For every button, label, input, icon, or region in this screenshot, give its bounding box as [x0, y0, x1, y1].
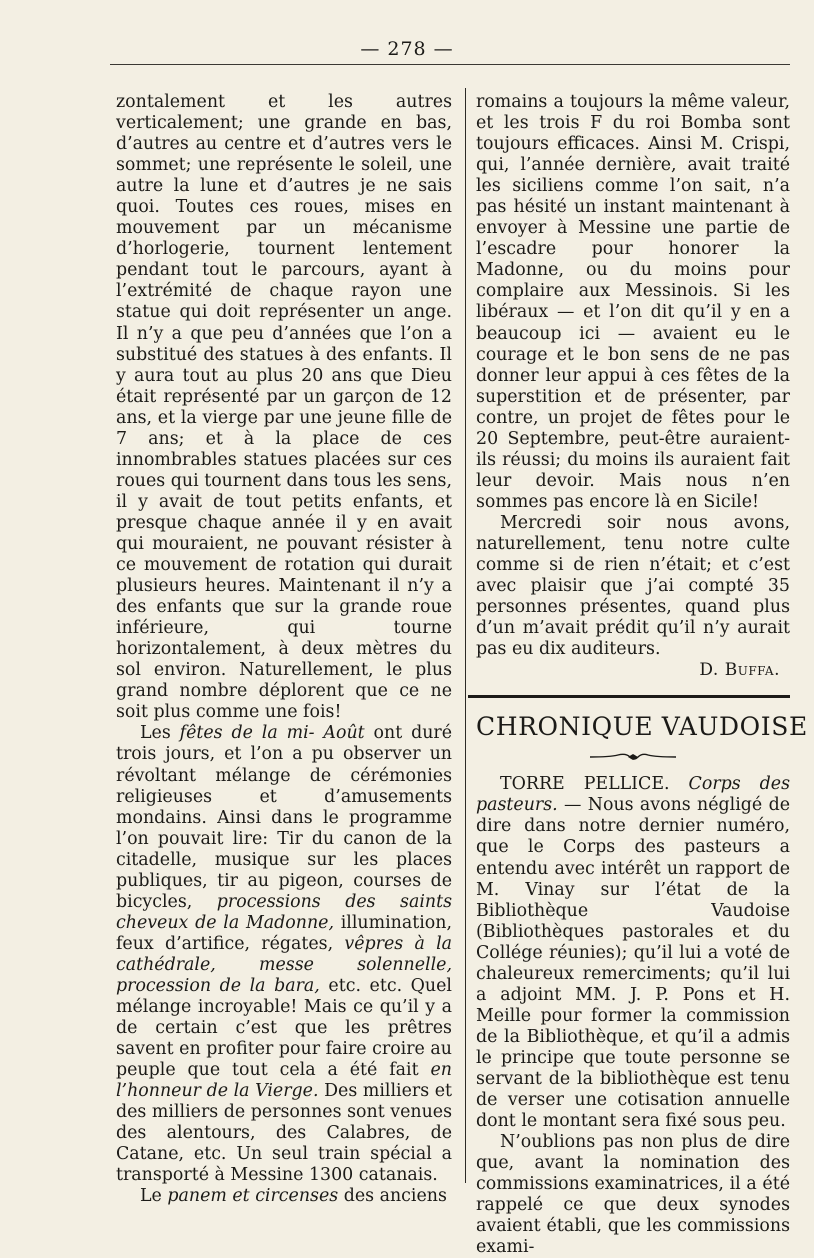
- text-run: illumination, feux d’artifice, régates,: [116, 912, 452, 954]
- ornament-flourish-icon: [588, 752, 678, 762]
- section-heading: CHRONIQUE VAUDOISE: [476, 712, 808, 742]
- paragraph: [476, 1132, 790, 1258]
- article-signature: [476, 660, 790, 681]
- right-column-article: [476, 92, 790, 660]
- italic-text: processions des saints cheveux de la Madonne,: [116, 891, 452, 933]
- italic-text: Corps des pasteurs.: [476, 774, 790, 816]
- column-divider: [465, 88, 466, 1183]
- paragraph: [476, 513, 790, 660]
- header-rule: [110, 64, 790, 65]
- text-run: des anciens: [338, 1186, 447, 1207]
- paragraph: [476, 92, 790, 513]
- text-run: Le: [140, 1186, 168, 1207]
- text-run: ont duré trois jours, et l’on a pu observer un révoltant mélange de cérémonies religieuses et d’amusements mondains. Ainsi dans le programme l’on pouvait lire: Tir du canon de la citadelle, musique sur les places publiques, tir au pigeon, courses de bicycles,: [116, 723, 453, 912]
- text-run: zontalement et les autres verticalement; une grande en bas, d’autres au centre et d’autres vers le sommet; une représente le soleil, une autre la lune et d’autres je ne sais quoi. Toutes ces roues, mises en mouvement par un mécanisme d’horlogerie, tournent lentement pendant tout le parcours, ayant à l’extrémité de chaque rayon une statue qui doit représenter un ange. Il n’y a que peu d’années que l’on a substitué des statues à des enfants. Il y aura tout au plus 20 ans que Dieu était représenté par un garçon de 12 ans, et la vierge par une jeune fille de 7 ans; et à la place de ces innombrables statues placées sur ces roues qui tournent dans tous les sens, il y avait de tout petits enfants, et presque chaque année il y en avait qui mouraient, ne pouvant résister à ce mouvement de rotation qui durait plusieurs heures. Maintenant il n’y a des enfants que sur la grande roue inférieure, qui tourne horizontalement, à deux mètres du sol environ. Naturellement, le plus grand nombre déplorent que ce ne soit plus comme une fois!: [116, 92, 452, 723]
- signature-text: D. Buffa.: [699, 660, 780, 681]
- paragraph: [116, 1186, 452, 1207]
- text-run: — Nous avons négligé de dire dans notre dernier numéro, que le Corps des pasteurs a entendu avec intérêt un rapport de M. Vinay sur l’état de la Bibliothèque Vaudoise (Bibliothèques pastorales et du Collége réunies); qu’il lui a voté de chaleureux remerciments; qu’il lui a adjoint MM. J. P. Pons et H. Meille pour former la commission de la Bibliothèque, et qu’il a admis le principe que toute personne se servant de la bibliothèque est tenu de verser une cotisation annuelle dont le montant sera fixé sous peu.: [476, 795, 790, 1132]
- italic-text: panem et circenses: [167, 1186, 339, 1207]
- italic-text: en l’honneur de la Vierge.: [116, 1060, 452, 1102]
- right-column: [476, 92, 808, 1258]
- italic-text: vêpres à la cathédrale, messe solennelle, procession de la bara,: [116, 933, 452, 996]
- italic-text: fêtes de la mi- Août: [179, 723, 365, 744]
- text-run: etc. etc. Quel mélange incroyable! Mais ce qu’il y a de certain c’est que les prêtres savent en profiter pour faire croire au peuple que tout cela a été fait: [116, 975, 452, 1081]
- page-number: — 278 —: [360, 38, 454, 60]
- text-run: Les: [140, 723, 180, 744]
- text-run: romains a toujours la même valeur, et les trois F du roi Bomba sont toujours efficaces. Ainsi M. Crispi, qui, l’année dernière, avait traité les siciliens comme l’on sait, n’a pas hésité un instant maintenant à envoyer à Messine une partie de l’escadre pour honorer la Madonne, ou du moins pour complaire aux Messinois. Si les libéraux — et l’on dit qu’il y en a beaucoup ici — avaient eu le courage et le bon sens de ne pas donner leur appui à ces fêtes de la superstition et de présenter, par contre, un projet de fêtes pour le 20 Septembre, peut-être auraient-ils réussi; du moins ils auraient fait leur devoir. Mais nous n’en sommes pas encore là en Sicile!: [476, 92, 790, 512]
- paragraph: [116, 92, 452, 723]
- text-run: TORRE PELLICE.: [500, 774, 689, 795]
- text-run: Mercredi soir nous avons, naturellement, tenu notre culte comme si de rien n’était; et c’est avec plaisir que j’ai compté 35 personnes présentes, quand plus d’un m’avait prédit qu’il n’y aurait pas eu dix auditeurs.: [476, 512, 790, 660]
- section-rule: [468, 695, 790, 698]
- section-article: [476, 774, 790, 1258]
- left-column: [116, 92, 452, 1207]
- text-run: N’oublions pas non plus de dire que, avant la nomination des commissions examinatrices, il a été rappelé ce que deux synodes avaient établi, que les commissions exami-: [476, 1132, 790, 1258]
- text-run: Des milliers et des milliers de personnes sont venues des alentours, des Calabres, de Catane, etc. Un seul train spécial a transporté à Messine 1300 catanais.: [116, 1081, 453, 1186]
- paragraph: [476, 774, 790, 1132]
- paragraph: [116, 723, 452, 1186]
